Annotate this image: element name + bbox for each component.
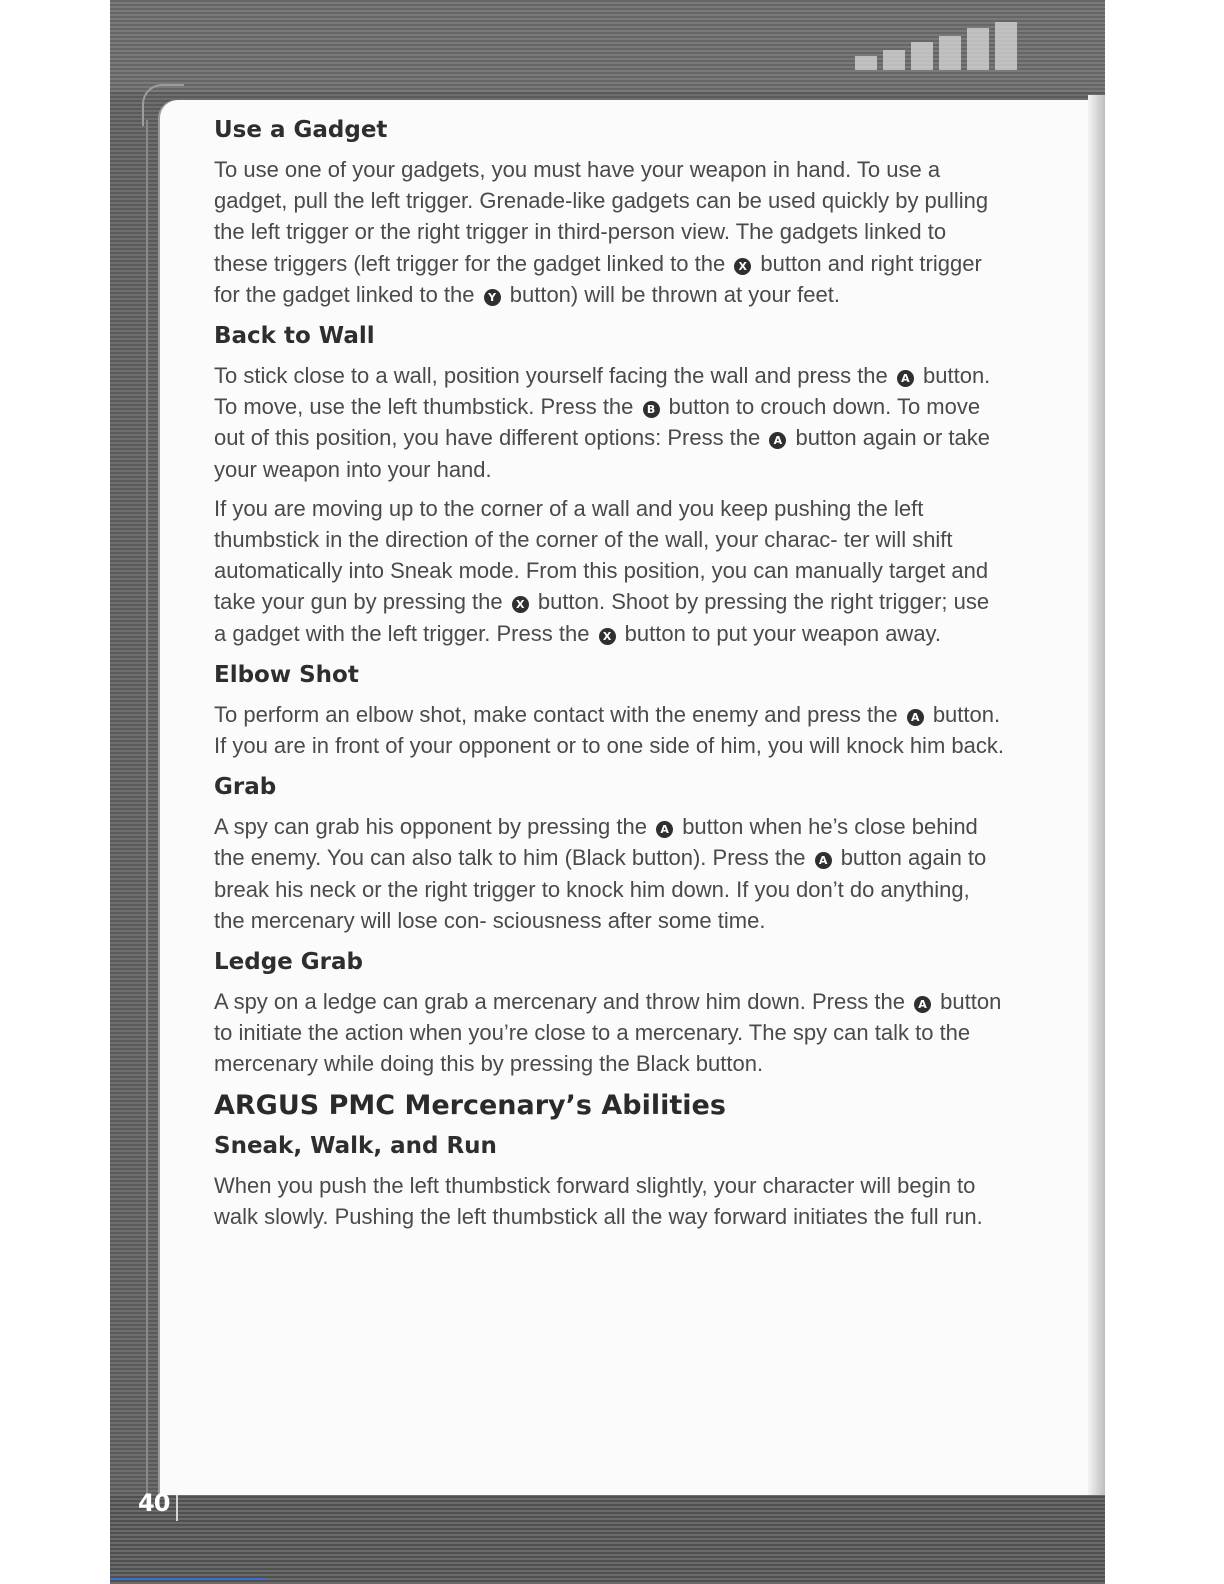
a-button-icon: A: [914, 996, 931, 1013]
heading-sneak-walk-run: Sneak, Walk, and Run: [214, 1132, 497, 1159]
paragraph-sneak-walk-run: [214, 1170, 1004, 1232]
text-run: button to initiate the action when you’re close to a mercenary. The spy can talk to the mercenary while doing this by pressing the Black button.: [214, 989, 1002, 1077]
bottom-blue-rule: [110, 1578, 266, 1580]
paragraph-back-to-wall-1: [214, 360, 1004, 485]
text-run: button and right trigger for the gadget linked to the: [214, 250, 982, 307]
text-run: If you are moving up to the corner of a wall and you keep pushing the left thumbstick in the direction of the corner of the wall, your charac- ter will shift automatically into Sneak mode. From this position, you can manually target and take your gun by pressing the: [214, 495, 989, 615]
a-button-icon: A: [815, 852, 832, 869]
y-button-icon: Y: [484, 289, 501, 306]
heading-back-to-wall: Back to Wall: [214, 323, 375, 350]
text-run: button. Shoot by pressing the right trigger; use a gadget with the left trigger. Press the: [214, 589, 990, 646]
text-run: button. To move, use the left thumbstick. Press the: [214, 363, 991, 420]
a-button-icon: A: [656, 821, 673, 838]
a-button-icon: A: [769, 432, 786, 449]
text-run: To perform an elbow shot, make contact with the enemy and press the: [214, 701, 904, 727]
text-run: button when he’s close behind the enemy. You can also talk to him (Black button). Press the: [214, 814, 978, 871]
text-run: button again to break his neck or the right trigger to knock him down. If you don’t do anything, the mercenary will lose con- sciousness after some time.: [214, 845, 987, 933]
frame-bottom-band: [110, 1496, 1105, 1584]
paragraph-back-to-wall-2: [214, 493, 1004, 649]
page-number-tick: [176, 1495, 178, 1521]
text-run: When you push the left thumbstick forward slightly, your character will begin to walk slowly. Pushing the left thumbstick all the way forward initiates the full run.: [214, 1172, 983, 1229]
text-run: button. If you are in front of your opponent or to one side of him, you will knock him back.: [214, 701, 1004, 759]
text-run: button again or take your weapon into your hand.: [214, 425, 990, 482]
page-number: 40: [138, 1489, 170, 1517]
x-button-icon: X: [599, 628, 616, 645]
text-run: button to crouch down. To move out of this position, you have different options: Press the: [214, 394, 981, 451]
x-button-icon: X: [512, 596, 529, 613]
paragraph-grab: [214, 811, 1004, 936]
text-run: A spy can grab his opponent by pressing the: [214, 814, 654, 840]
paragraph-elbow-shot: [214, 699, 1004, 761]
paragraph-use-a-gadget: [214, 154, 1004, 310]
text-run: To use one of your gadgets, you must have your weapon in hand. To use a gadget, pull the left trigger. Grenade-like gadgets can be used quickly by pulling the left trigger or the right trigger in third-person view. The gadgets linked to these triggers (left trigger for the gadget linked to the: [214, 157, 989, 276]
heading-ledge-grab: Ledge Grab: [214, 949, 363, 976]
frame-decoration: [855, 20, 1065, 70]
heading-argus-pmc-abilities: ARGUS PMC Mercenary’s Abilities: [214, 1089, 726, 1121]
text-run: button) will be thrown at your feet.: [503, 281, 840, 307]
b-button-icon: B: [643, 401, 660, 418]
a-button-icon: A: [907, 709, 924, 726]
paragraph-ledge-grab: [214, 986, 1004, 1080]
text-run: A spy on a ledge can grab a mercenary and throw him down. Press the: [214, 989, 912, 1015]
text-run: button to put your weapon away.: [618, 620, 942, 646]
panel-left-rail: [146, 120, 148, 1510]
a-button-icon: A: [897, 370, 914, 387]
text-run: To stick close to a wall, position yourself facing the wall and press the: [214, 363, 894, 389]
page-spine-shadow: [1088, 95, 1105, 1495]
heading-grab: Grab: [214, 774, 277, 801]
manual-content: [214, 112, 1004, 1240]
x-button-icon: X: [734, 258, 751, 275]
heading-elbow-shot: Elbow Shot: [214, 661, 359, 688]
heading-use-a-gadget: Use a Gadget: [214, 117, 388, 143]
page-spine: [1105, 0, 1224, 1584]
